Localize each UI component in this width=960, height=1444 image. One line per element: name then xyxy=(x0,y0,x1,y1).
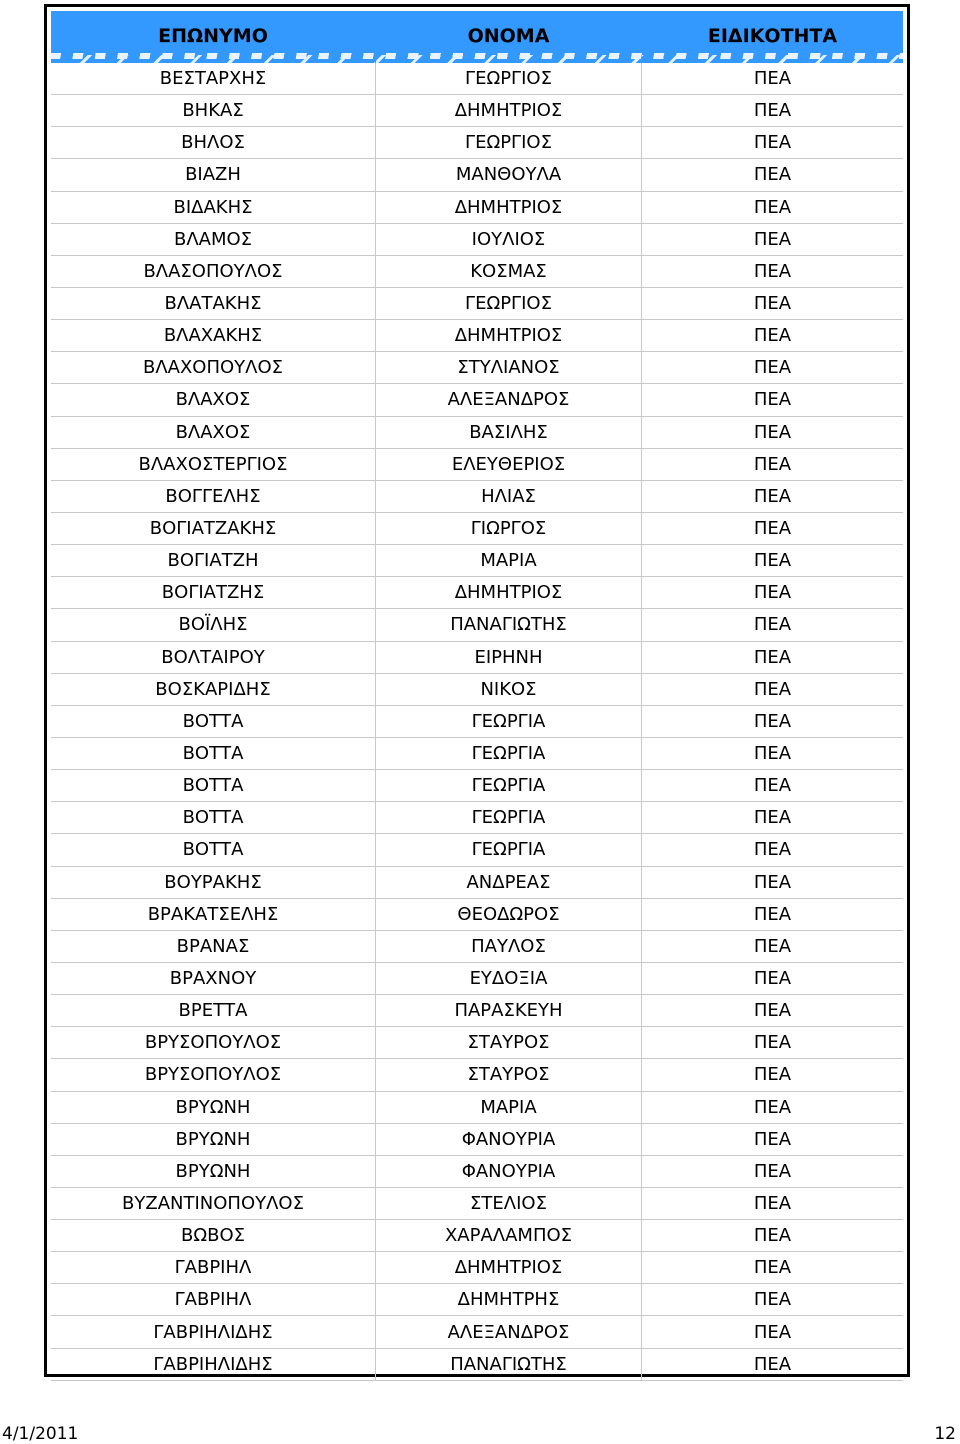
cell-surname: ΒΟΣΚΑΡΙΔΗΣ xyxy=(51,674,376,705)
cell-name: ΔΗΜΗΤΡΙΟΣ xyxy=(376,320,642,351)
cell-specialty: ΠΕΑ xyxy=(753,228,792,250)
cell-name: ΑΛΕΞΑΝΔΡΟΣ xyxy=(376,1316,642,1347)
cell-name: ΑΛΕΞΑΝΔΡΟΣ xyxy=(376,384,642,415)
cell-specialty: ΠΕΑ xyxy=(753,1192,792,1214)
table-row xyxy=(51,899,903,931)
cell-surname: ΒΡΕΤΤΑ xyxy=(51,995,376,1026)
cell-name: ΣΤΥΛΙΑΝΟΣ xyxy=(376,352,642,383)
table-row xyxy=(51,288,903,320)
cell-surname: ΒΛΑΧΟΠΟΥΛΟΣ xyxy=(51,352,376,383)
cell-surname: ΒΡΑΝΑΣ xyxy=(51,931,376,962)
cell-name: ΓΕΩΡΓΙΟΣ xyxy=(376,63,642,94)
cell-surname: ΓΑΒΡΙΗΛ xyxy=(51,1252,376,1283)
cell-specialty: ΠΕΑ xyxy=(753,1257,792,1279)
table-row xyxy=(51,1316,903,1348)
cell-specialty: ΠΕΑ xyxy=(753,389,792,411)
cell-surname: ΒΟΤΤΑ xyxy=(51,738,376,769)
cell-name: ΕΙΡΗΝΗ xyxy=(376,642,642,673)
table-frame xyxy=(44,4,910,1377)
header-name: ΟΝΟΜΑ xyxy=(376,11,642,63)
table-row xyxy=(51,127,903,159)
cell-surname: ΒΛΑΧΟΣ xyxy=(51,384,376,415)
cell-specialty: ΠΕΑ xyxy=(753,325,792,347)
table-row xyxy=(51,1059,903,1091)
table-row xyxy=(51,834,903,866)
header-specialty: ΕΙΔΙΚΟΤΗΤΑ xyxy=(707,25,838,47)
table-row xyxy=(51,577,903,609)
cell-name: ΒΑΣΙΛΗΣ xyxy=(376,417,642,448)
cell-specialty: ΠΕΑ xyxy=(753,710,792,732)
table-row xyxy=(51,481,903,513)
footer-page-number: 12 xyxy=(934,1424,956,1444)
cell-specialty: ΠΕΑ xyxy=(753,646,792,668)
cell-specialty: ΠΕΑ xyxy=(753,1289,792,1311)
cell-specialty: ΠΕΑ xyxy=(753,807,792,829)
cell-specialty: ΠΕΑ xyxy=(753,1321,792,1343)
cell-surname: ΓΑΒΡΙΗΛ xyxy=(51,1284,376,1315)
table-row xyxy=(51,63,903,95)
cell-name: ΔΗΜΗΤΡΗΣ xyxy=(376,1284,642,1315)
cell-name: ΠΑΝΑΓΙΩΤΗΣ xyxy=(376,609,642,640)
cell-name: ΜΑΝΘΟΥΛΑ xyxy=(376,159,642,190)
cell-name: ΓΕΩΡΓΙΑ xyxy=(376,834,642,865)
cell-specialty: ΠΕΑ xyxy=(753,68,792,90)
cell-specialty: ΠΕΑ xyxy=(753,582,792,604)
cell-name: ΙΟΥΛΙΟΣ xyxy=(376,224,642,255)
cell-surname: ΒΛΑΜΟΣ xyxy=(51,224,376,255)
table-row xyxy=(51,192,903,224)
cell-surname: ΒΗΚΑΣ xyxy=(51,95,376,126)
table-row xyxy=(51,1349,903,1381)
table-row xyxy=(51,1284,903,1316)
table-row xyxy=(51,770,903,802)
table-row xyxy=(51,224,903,256)
footer-date: 4/1/2011 xyxy=(2,1424,79,1444)
cell-specialty: ΠΕΑ xyxy=(753,1096,792,1118)
table-row xyxy=(51,417,903,449)
cell-surname: ΒΩΒΟΣ xyxy=(51,1220,376,1251)
cell-name: ΔΗΜΗΤΡΙΟΣ xyxy=(376,1252,642,1283)
cell-surname: ΒΟΓΓΕΛΗΣ xyxy=(51,481,376,512)
table-row xyxy=(51,1188,903,1220)
cell-name: ΣΤΕΛΙΟΣ xyxy=(376,1188,642,1219)
cell-surname: ΓΑΒΡΙΗΛΙΔΗΣ xyxy=(51,1349,376,1380)
cell-specialty: ΠΕΑ xyxy=(753,1064,792,1086)
table-row xyxy=(51,802,903,834)
cell-name: ΘΕΟΔΩΡΟΣ xyxy=(376,899,642,930)
table-row xyxy=(51,320,903,352)
cell-specialty: ΠΕΑ xyxy=(753,196,792,218)
cell-surname: ΒΟΓΙΑΤΖΗΣ xyxy=(51,577,376,608)
cell-name: ΓΕΩΡΓΙΟΣ xyxy=(376,288,642,319)
cell-surname: ΒΡΥΩΝΗ xyxy=(51,1092,376,1123)
cell-specialty: ΠΕΑ xyxy=(753,453,792,475)
table-row xyxy=(51,738,903,770)
cell-surname: ΒΙΑΖΗ xyxy=(51,159,376,190)
cell-surname: ΒΟΓΙΑΤΖΗ xyxy=(51,545,376,576)
cell-surname: ΒΡΥΩΝΗ xyxy=(51,1156,376,1187)
cell-surname: ΒΛΑΤΑΚΗΣ xyxy=(51,288,376,319)
cell-name: ΜΑΡΙΑ xyxy=(376,1092,642,1123)
cell-specialty: ΠΕΑ xyxy=(753,485,792,507)
table-row xyxy=(51,642,903,674)
cell-name: ΝΙΚΟΣ xyxy=(376,674,642,705)
table-row xyxy=(51,1252,903,1284)
cell-name: ΠΑΝΑΓΙΩΤΗΣ xyxy=(376,1349,642,1380)
table-row xyxy=(51,384,903,416)
cell-surname: ΒΟΤΤΑ xyxy=(51,834,376,865)
cell-surname: ΒΟΛΤΑΙΡΟΥ xyxy=(51,642,376,673)
cell-surname: ΒΕΣΤΑΡΧΗΣ xyxy=(51,63,376,94)
cell-name: ΓΕΩΡΓΙΟΣ xyxy=(376,127,642,158)
cell-surname: ΒΥΖΑΝΤΙΝΟΠΟΥΛΟΣ xyxy=(51,1188,376,1219)
table-row xyxy=(51,867,903,899)
cell-surname: ΒΡΥΣΟΠΟΥΛΟΣ xyxy=(51,1059,376,1090)
cell-name: ΣΤΑΥΡΟΣ xyxy=(376,1027,642,1058)
cell-surname: ΒΗΛΟΣ xyxy=(51,127,376,158)
cell-specialty: ΠΕΑ xyxy=(753,678,792,700)
cell-surname: ΒΟΥΡΑΚΗΣ xyxy=(51,867,376,898)
cell-name: ΔΗΜΗΤΡΙΟΣ xyxy=(376,95,642,126)
cell-specialty: ΠΕΑ xyxy=(753,132,792,154)
cell-surname: ΓΑΒΡΙΗΛΙΔΗΣ xyxy=(51,1316,376,1347)
cell-specialty: ΠΕΑ xyxy=(753,100,792,122)
cell-surname: ΒΛΑΧΟΣ xyxy=(51,417,376,448)
cell-specialty: ΠΕΑ xyxy=(753,260,792,282)
table-row xyxy=(51,706,903,738)
cell-specialty: ΠΕΑ xyxy=(753,743,792,765)
cell-name: ΕΛΕΥΘΕΡΙΟΣ xyxy=(376,449,642,480)
table-row xyxy=(51,513,903,545)
cell-surname: ΒΛΑΧΑΚΗΣ xyxy=(51,320,376,351)
cell-specialty: ΠΕΑ xyxy=(753,614,792,636)
cell-specialty: ΠΕΑ xyxy=(753,968,792,989)
cell-name: ΦΑΝΟΥΡΙΑ xyxy=(376,1124,642,1155)
cell-name: ΣΤΑΥΡΟΣ xyxy=(376,1059,642,1090)
table-row xyxy=(51,1156,903,1188)
cell-name: ΓΕΩΡΓΙΑ xyxy=(376,738,642,769)
table-body xyxy=(51,63,903,1381)
cell-specialty: ΠΕΑ xyxy=(753,839,792,861)
table-row xyxy=(51,159,903,191)
cell-surname: ΒΟΤΤΑ xyxy=(51,706,376,737)
table-row xyxy=(51,1220,903,1252)
cell-specialty: ΠΕΑ xyxy=(753,518,792,540)
cell-name: ΔΗΜΗΤΡΙΟΣ xyxy=(376,192,642,223)
cell-name: ΓΕΩΡΓΙΑ xyxy=(376,802,642,833)
cell-surname: ΒΟΤΤΑ xyxy=(51,770,376,801)
cell-specialty: ΠΕΑ xyxy=(753,1032,792,1054)
cell-name: ΕΥΔΟΞΙΑ xyxy=(376,963,642,994)
cell-surname: ΒΛΑΧΟΣΤΕΡΓΙΟΣ xyxy=(51,449,376,480)
cell-name: ΧΑΡΑΛΑΜΠΟΣ xyxy=(376,1220,642,1251)
cell-name: ΠΑΥΛΟΣ xyxy=(376,931,642,962)
cell-specialty: ΠΕΑ xyxy=(753,1225,792,1247)
table-row xyxy=(51,95,903,127)
cell-name: ΓΕΩΡΓΙΑ xyxy=(376,770,642,801)
header-surname: ΕΠΩΝΥΜΟ xyxy=(51,11,376,63)
table-row xyxy=(51,609,903,641)
cell-name: ΠΑΡΑΣΚΕΥΗ xyxy=(376,995,642,1026)
cell-specialty: ΠΕΑ xyxy=(753,1353,792,1375)
cell-surname: ΒΡΑΧΝΟΥ xyxy=(51,963,376,994)
cell-surname: ΒΡΑΚΑΤΣΕΛΗΣ xyxy=(51,899,376,930)
table-row xyxy=(51,545,903,577)
cell-specialty: ΠΕΑ xyxy=(753,164,792,186)
cell-surname: ΒΛΑΣΟΠΟΥΛΟΣ xyxy=(51,256,376,287)
cell-specialty: ΠΕΑ xyxy=(753,903,792,925)
cell-name: ΚΟΣΜΑΣ xyxy=(376,256,642,287)
cell-specialty: ΠΕΑ xyxy=(753,1128,792,1150)
table-row xyxy=(51,1092,903,1124)
cell-surname: ΒΟΓΙΑΤΖΑΚΗΣ xyxy=(51,513,376,544)
cell-name: ΓΕΩΡΓΙΑ xyxy=(376,706,642,737)
cell-specialty: ΠΕΑ xyxy=(753,550,792,572)
table-row xyxy=(51,352,903,384)
cell-surname: ΒΡΥΩΝΗ xyxy=(51,1124,376,1155)
cell-name: ΔΗΜΗΤΡΙΟΣ xyxy=(376,577,642,608)
cell-specialty: ΠΕΑ xyxy=(753,293,792,315)
table-row xyxy=(51,995,903,1027)
table-row xyxy=(51,931,903,963)
cell-surname: ΒΟΪΛΗΣ xyxy=(51,609,376,640)
table-row xyxy=(51,963,903,995)
table-row xyxy=(51,256,903,288)
cell-surname: ΒΡΥΣΟΠΟΥΛΟΣ xyxy=(51,1027,376,1058)
cell-specialty: ΠΕΑ xyxy=(753,775,792,797)
table-row xyxy=(51,449,903,481)
cell-specialty: ΠΕΑ xyxy=(753,1000,792,1022)
cell-name: ΜΑΡΙΑ xyxy=(376,545,642,576)
cell-specialty: ΠΕΑ xyxy=(753,1160,792,1182)
cell-specialty: ΠΕΑ xyxy=(753,871,792,893)
cell-name: ΗΛΙΑΣ xyxy=(376,481,642,512)
cell-surname: ΒΟΤΤΑ xyxy=(51,802,376,833)
cell-surname: ΒΙΔΑΚΗΣ xyxy=(51,192,376,223)
cell-specialty: ΠΕΑ xyxy=(753,421,792,443)
cell-name: ΓΙΩΡΓΟΣ xyxy=(376,513,642,544)
cell-specialty: ΠΕΑ xyxy=(753,357,792,379)
table-row xyxy=(51,674,903,706)
table-row xyxy=(51,1027,903,1059)
cell-specialty: ΠΕΑ xyxy=(753,935,792,957)
table-row xyxy=(51,1124,903,1156)
cell-name: ΑΝΔΡΕΑΣ xyxy=(376,867,642,898)
cell-name: ΦΑΝΟΥΡΙΑ xyxy=(376,1156,642,1187)
header-stripe xyxy=(51,53,903,59)
